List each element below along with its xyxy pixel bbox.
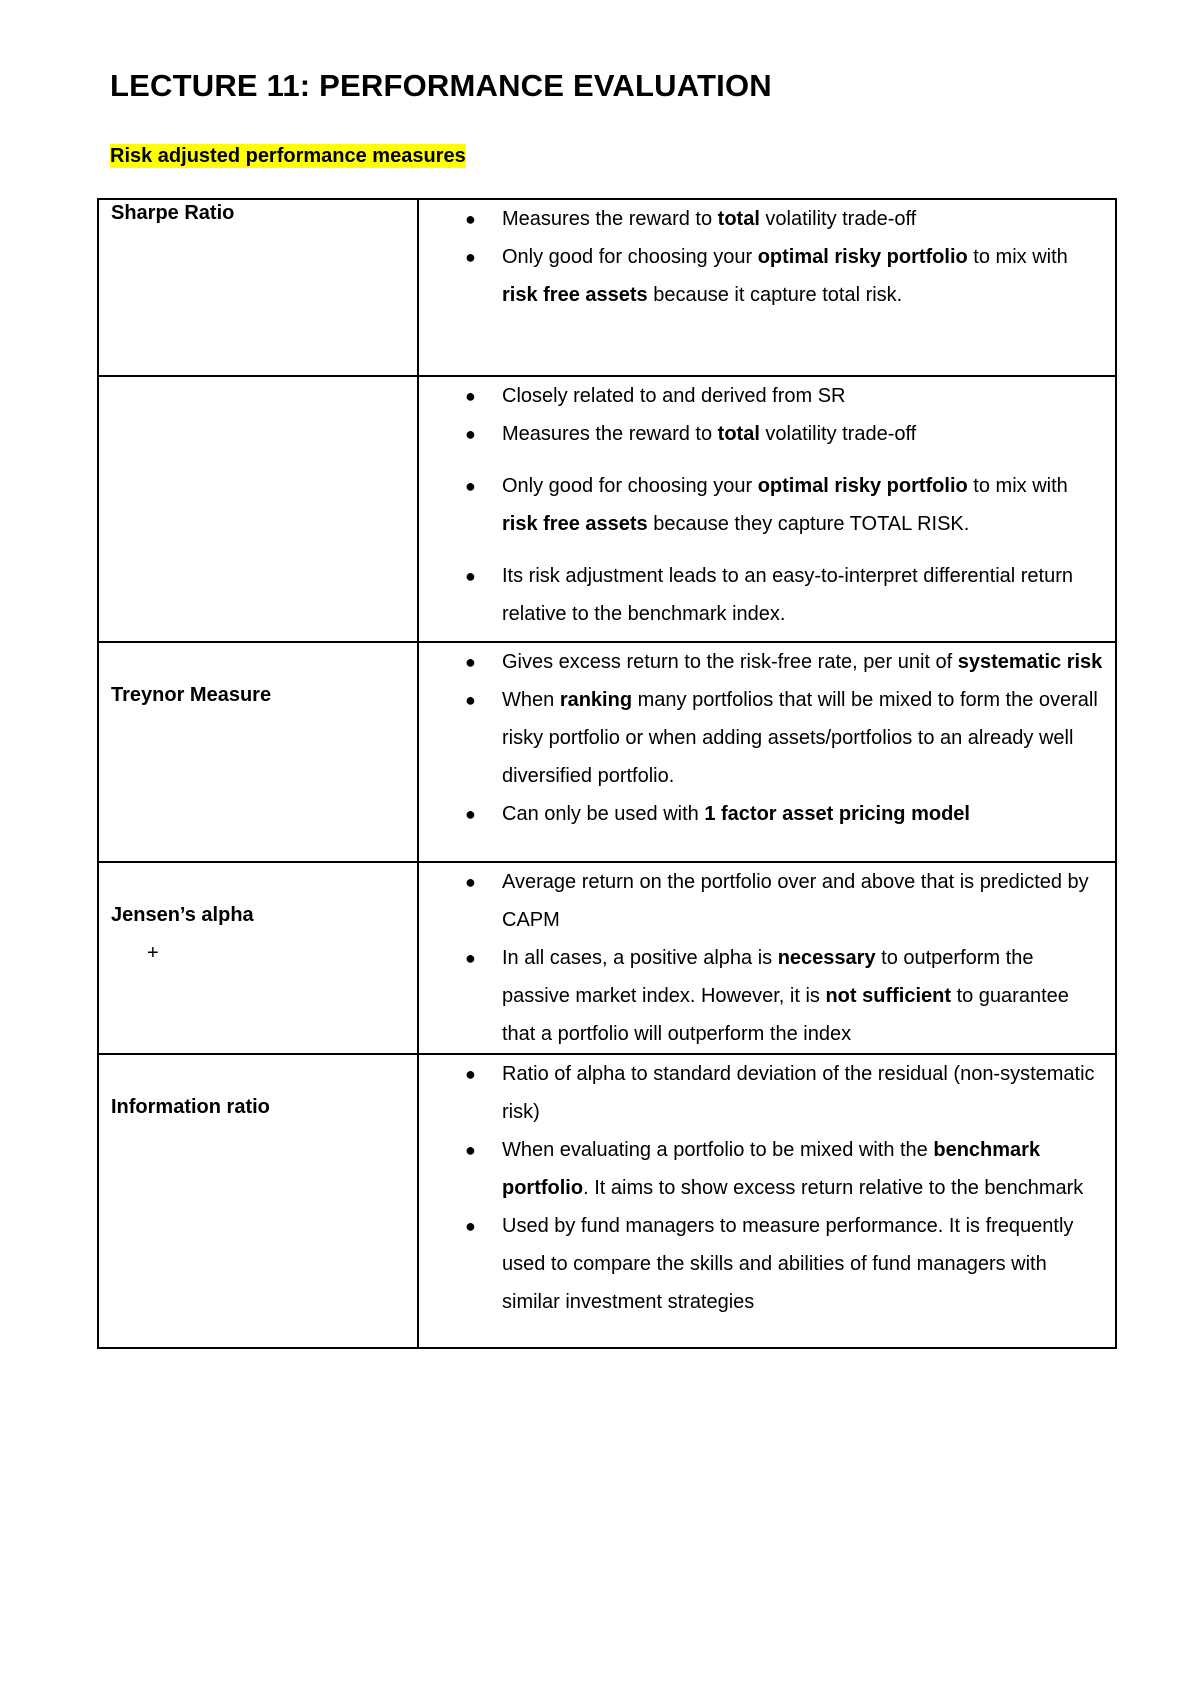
bullet-list [419,1055,1115,1321]
bullet-icon: ● [465,209,476,229]
bullet-list [419,377,1115,633]
bullet-icon: ● [465,690,476,710]
bullet-item [419,238,1115,314]
bold-text: optimal risky portfolio [757,475,968,497]
bullet-item [419,1207,1115,1321]
measure-name-cell [98,376,418,642]
text-segment: many portfolios that will be mixed to form the overall risky portfolio or when adding assets/portfolios to an already well diversified portfolio. [502,689,1098,787]
bullet-item [419,415,1115,453]
text-segment: . It aims to show excess return relative to the benchmark [583,1177,1084,1199]
bullet-icon: ● [465,948,476,968]
bullet-icon: ● [465,1064,476,1084]
bullet-icon: ● [465,247,476,267]
measure-description-cell [418,642,1116,862]
text-segment: to guarantee that a portfolio will outperform the index [502,985,1069,1045]
bullet-icon: ● [465,566,476,586]
measure-name-cell [98,199,418,376]
text-segment: Ratio of alpha to standard deviation of the residual (non-systematic risk) [502,1063,1095,1123]
text-segment: Only good for choosing your [502,475,758,497]
text-segment: because they capture TOTAL RISK. [647,513,970,535]
bold-text: necessary [777,947,876,969]
measure-name: Jensen’s alpha [111,904,254,926]
text-segment: to outperform the passive market index. However, it is [502,947,1034,1007]
bold-text: risk free assets [502,513,648,535]
bullet-item [419,939,1115,1053]
bullet-item [419,557,1115,633]
measure-name: Treynor Measure [111,684,272,706]
bullet-list [419,643,1115,833]
bullet-item [419,467,1115,543]
page-title: LECTURE 11: PERFORMANCE EVALUATION [110,68,772,103]
bullet-item [419,200,1115,238]
text-segment: In all cases, a positive alpha is [502,947,778,969]
measure-description-cell [418,862,1116,1054]
bullet-item [419,1055,1115,1131]
measures-table [97,198,1117,1349]
measure-name: Information ratio [111,1096,270,1118]
bullet-item [419,863,1115,939]
bullet-icon: ● [465,872,476,892]
bullet-item [419,377,1115,415]
bold-text: not sufficient [825,985,952,1007]
bold-text: ranking [559,689,633,711]
bullet-icon: ● [465,476,476,496]
text-segment: When evaluating a portfolio to be mixed with the [502,1139,934,1161]
measure-description-cell [418,199,1116,376]
bullet-icon: ● [465,804,476,824]
bullet-item [419,1131,1115,1207]
text-segment: Can only be used with [502,803,705,825]
table-row [98,1054,1116,1348]
bullet-icon: ● [465,1140,476,1160]
text-segment: to mix with [967,246,1068,268]
measure-description-cell [418,1054,1116,1348]
text-segment: Gives excess return to the risk-free rate, per unit of [502,651,958,673]
measure-name-cell [98,642,418,862]
bold-text: 1 factor asset pricing model [704,803,970,825]
text-segment: volatility trade-off [759,423,917,445]
bullet-icon: ● [465,386,476,406]
bold-text: total [717,423,760,445]
measure-name-cell [98,1054,418,1348]
bullet-icon: ● [465,1216,476,1236]
measure-name-cell [98,862,418,1054]
bullet-icon: ● [465,424,476,444]
bullet-list [419,863,1115,1053]
bullet-item [419,643,1115,681]
section-heading: Risk adjusted performance measures [110,145,466,167]
text-segment: to mix with [967,475,1068,497]
text-segment: volatility trade-off [759,208,917,230]
text-segment: Only good for choosing your [502,246,758,268]
measure-description-cell [418,376,1116,642]
plus-mark: + [147,942,159,964]
bullet-item [419,681,1115,795]
bullet-icon: ● [465,652,476,672]
text-segment: Average return on the portfolio over and above that is predicted by CAPM [502,871,1089,931]
bold-text: risk free assets [502,284,648,306]
bold-text: systematic risk [957,651,1103,673]
table-row [98,376,1116,642]
bullet-list [419,200,1115,314]
bold-text: optimal risky portfolio [757,246,968,268]
bold-text: total [717,208,760,230]
text-segment: Closely related to and derived from SR [502,385,846,407]
text-segment: because it capture total risk. [647,284,903,306]
text-segment: Measures the reward to [502,423,718,445]
text-segment: Measures the reward to [502,208,718,230]
bold-text: benchmark portfolio [502,1139,1041,1199]
table-row [98,642,1116,862]
text-segment: Used by fund managers to measure performance. It is frequently used to compare the skills and abilities of fund managers with similar investment strategies [502,1215,1074,1313]
bullet-item [419,795,1115,833]
text-segment: When [502,689,560,711]
text-segment: Its risk adjustment leads to an easy-to-interpret differential return relative to the benchmark index. [502,565,1074,625]
table-row [98,199,1116,376]
measure-name: Sharpe Ratio [111,202,235,224]
table-row [98,862,1116,1054]
